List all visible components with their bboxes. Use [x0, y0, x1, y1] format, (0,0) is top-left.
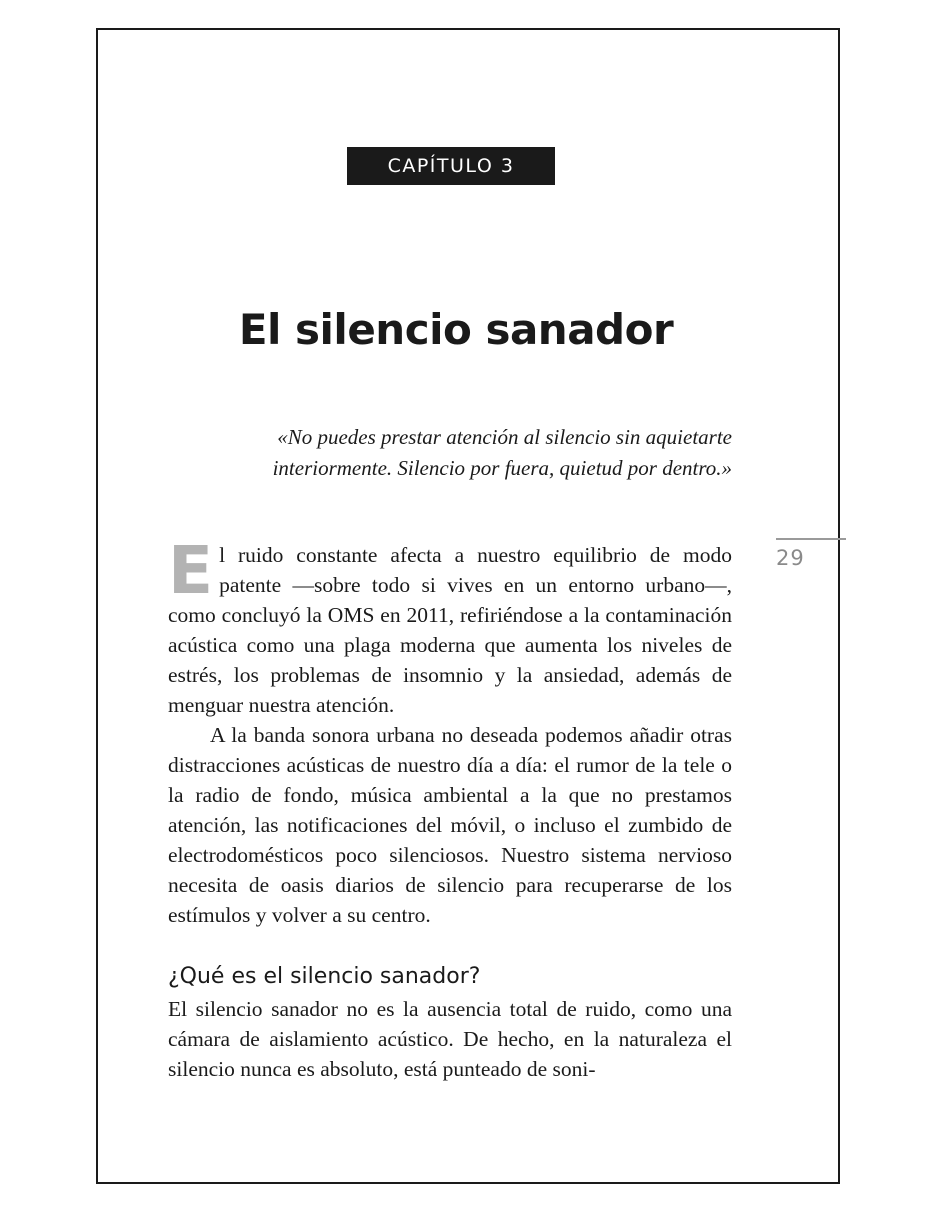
chapter-label: CAPÍTULO 3: [347, 147, 555, 185]
page-marker-line: [776, 538, 846, 540]
epigraph: [200, 422, 732, 484]
drop-cap: E: [168, 532, 214, 609]
epigraph-line-1: «No puedes prestar atención al silencio sin aquietarte: [277, 425, 732, 449]
paragraph-1: [168, 532, 732, 720]
section-heading: ¿Qué es el silencio sanador?: [168, 964, 481, 989]
epigraph-line-2: interiormente. Silencio por fuera, quietud por dentro.»: [272, 456, 732, 480]
body-text: [168, 532, 732, 1084]
paragraph-3: El silencio sanador no es la ausencia total de ruido, como una cámara de aislamiento acústico. De hecho, en la naturaleza el silencio nunca es absoluto, está punteado de soni-: [168, 997, 732, 1081]
chapter-title: El silencio sanador: [238, 305, 674, 354]
page-number: 29: [776, 546, 805, 570]
paragraph-2: A la banda sonora urbana no deseada podemos añadir otras distracciones acústicas de nuestro día a día: el rumor de la tele o la radio de fondo, música ambiental a la que no prestamos atención, las notificaciones del móvil, o incluso el zumbido de electrodomésticos poco silenciosos. Nuestro sistema nervioso necesita de oasis diarios de silencio para recuperarse de los estímulos y volver a su centro.: [168, 723, 732, 927]
paragraph-1-text: l ruido constante afecta a nuestro equilibrio de modo patente —sobre todo si vives en un entorno urbano—, como concluyó la OMS en 2011, refiriéndose a la contaminación acústica como una plaga moderna que aumenta los niveles de estrés, los problemas de insomnio y la ansiedad, además de menguar nuestra atención.: [168, 543, 732, 717]
